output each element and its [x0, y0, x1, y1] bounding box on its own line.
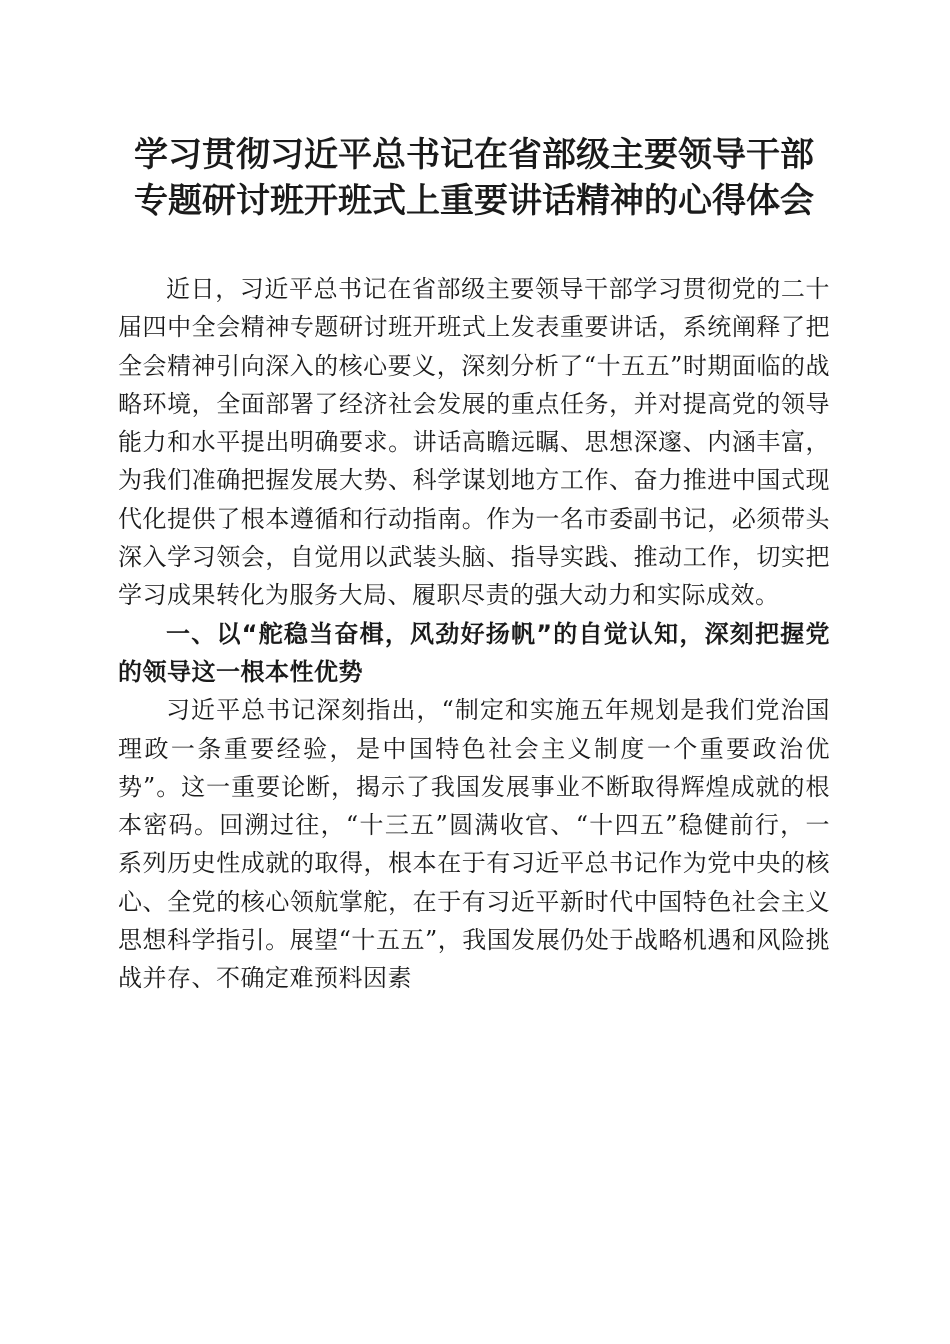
document-title — [118, 132, 830, 224]
title-line-1: 学习贯彻习近平总书记在省部级主要领导干部 — [134, 135, 814, 175]
document-page — [118, 132, 830, 998]
intro-paragraph: 近日，习近平总书记在省部级主要领导干部学习贯彻党的二十届四中全会精神专题研讨班开班式上发表重要讲话，系统阐释了把全会精神引向深入的核心要义，深刻分析了“十五五”时期面临的战略环境，全面部署了经济社会发展的重点任务，并对提高党的领导能力和水平提出明确要求。讲话高瞻远瞩、思想深邃、内涵丰富，为我们准确把握发展大势、科学谋划地方工作、奋力推进中国式现代化提供了根本遵循和行动指南。作为一名市委副书记，必须带头深入学习领会，自觉用以武装头脑、指导实践、推动工作，切实把学习成果转化为服务大局、履职尽责的强大动力和实际成效。 — [118, 275, 830, 610]
title-line-2: 专题研讨班开班式上重要讲话精神的心得体会 — [134, 181, 814, 221]
section-1-heading: 一、以“舵稳当奋楫，风劲好扬帆”的自觉认知，深刻把握党的领导这一根本性优势 — [118, 619, 830, 686]
section-1-paragraph: 习近平总书记深刻指出，“制定和实施五年规划是我们党治国理政一条重要经验，是中国特色社会主义制度一个重要政治优势”。这一重要论断，揭示了我国发展事业不断取得辉煌成就的根本密码。回溯过往，“十三五”圆满收官、“十四五”稳健前行，一系列历史性成就的取得，根本在于有习近平总书记作为党中央的核心、全党的核心领航掌舵，在于有习近平新时代中国特色社会主义思想科学指引。展望“十五五”，我国发展仍处于战略机遇和风险挑战并存、不确定难预料因素 — [118, 696, 830, 993]
